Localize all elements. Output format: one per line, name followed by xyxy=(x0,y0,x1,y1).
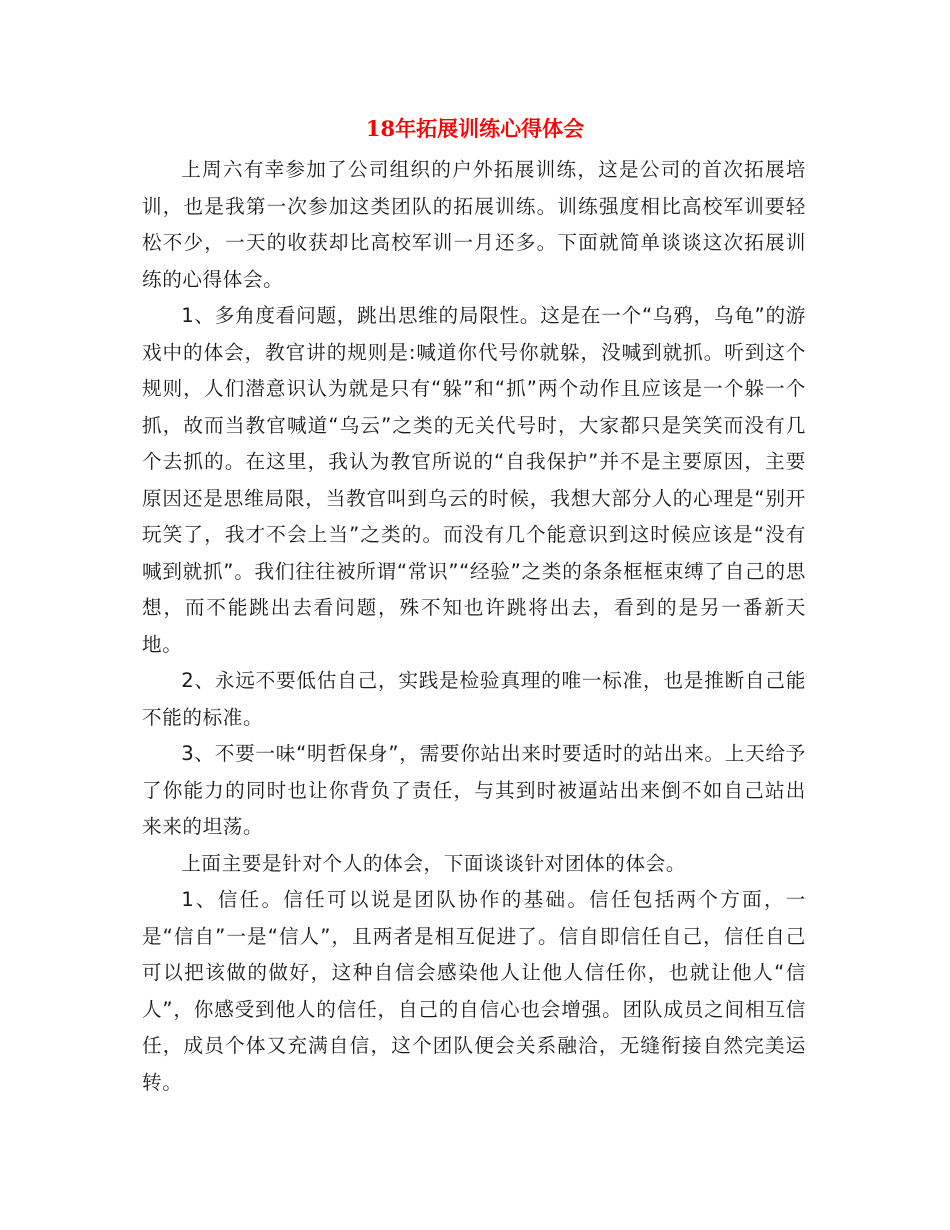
document-body xyxy=(142,152,806,1101)
paragraph-point-1: 1、多角度看问题，跳出思维的局限性。这是在一个“乌鸦，乌龟”的游戏中的体会，教官讲的规则是:喊道你代号你就躲，没喊到就抓。听到这个规则，人们潜意识认为就是只有“躲”和“抓”两个动作且应该是一个躲一个抓，故而当教官喊道“乌云”之类的无关代号时，大家都只是笑笑而没有几个去抓的。在这里，我认为教官所说的“自我保护”并不是主要原因，主要原因还是思维局限，当教官叫到乌云的时候，我想大部分人的心理是“别开玩笑了，我才不会上当”之类的。而没有几个能意识到这时候应该是“没有喊到就抓”。我们往往被所谓“常识”“经验”之类的条条框框束缚了自己的思想，而不能跳出去看问题，殊不知也许跳将出去，看到的是另一番新天地。 xyxy=(142,304,806,656)
paragraph-transition: 上面主要是针对个人的体会，下面谈谈针对团体的体会。 xyxy=(181,851,687,875)
paragraph-intro: 上周六有幸参加了公司组织的户外拓展训练，这是公司的首次拓展培训，也是我第一次参加这类团队的拓展训练。训练强度相比高校军训要轻松不少，一天的收获却比高校军训一月还多。下面就简单谈谈这次拓展训练的心得体会。 xyxy=(142,158,806,291)
paragraph-point-2: 2、永远不要低估自己，实践是检验真理的唯一标准，也是推断自己能不能的标准。 xyxy=(142,669,806,729)
paragraph-point-3: 3、不要一味“明哲保身”，需要你站出来时要适时的站出来。上天给予了你能力的同时也让你背负了责任，与其到时被逼站出来倒不如自己站出来来的坦荡。 xyxy=(142,742,806,838)
document-title: 18年拓展训练心得体会 xyxy=(365,116,585,141)
paragraph-team-trust: 1、信任。信任可以说是团队协作的基础。信任包括两个方面，一是“信自”一是“信人”，且两者是相互促进了。信自即信任自己，信任自己可以把该做的做好，这种自信会感染他人让他人信任你，也就让他人“信人”，你感受到他人的信任，自己的自信心也会增强。团队成员之间相互信任，成员个体又充满自信，这个团队便会关系融洽，无缝衔接自然完美运转。 xyxy=(142,888,806,1094)
